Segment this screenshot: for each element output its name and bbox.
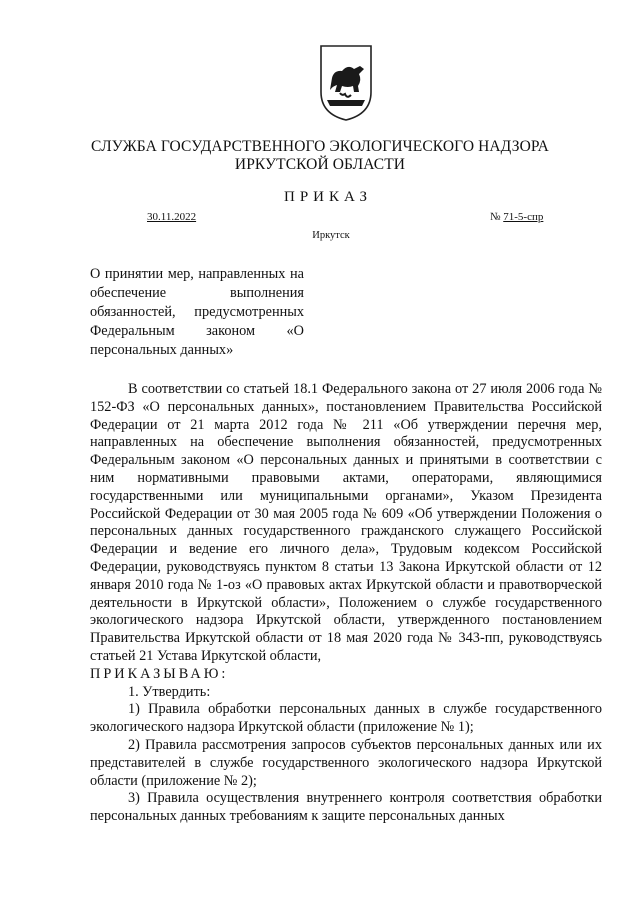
document-number-prefix: № [490, 211, 504, 223]
document-date: 30.11.2022 [147, 211, 197, 223]
decree-item-1-3: 3) Правила осуществления внутреннего контроля соответствия обработки персональных данных требованиям к защите персональных данных [90, 790, 602, 825]
document-body [90, 381, 602, 826]
organization-title-line1: СЛУЖБА ГОСУДАРСТВЕННОГО ЭКОЛОГИЧЕСКОГО НАДЗОРА [91, 138, 549, 155]
decree-item-1-2: 2) Правила рассмотрения запросов субъектов персональных данных или их представителей в службе государственного экологического надзора Иркутской области (приложение № 2); [90, 736, 602, 789]
document-number [490, 211, 543, 223]
document-city: Иркутск [312, 230, 350, 241]
irkutsk-coat-of-arms-icon [318, 44, 374, 122]
organization-title-line2: ИРКУТСКОЙ ОБЛАСТИ [234, 156, 406, 173]
decree-heading: ПРИКАЗЫВАЮ: [90, 665, 229, 682]
document-number-value: 71-5-спр [503, 211, 544, 223]
decree-item-1-1: 1) Правила обработки персональных данных в службе государственного экологического надзора Иркутской области (приложение № 1); [90, 701, 602, 736]
document-subject: О принятии мер, направленных на обеспечение выполнения обязанностей, предусмотренных Федеральным законом «О персональных данных» [90, 266, 304, 358]
document-type-title: ПРИКАЗ [284, 189, 372, 205]
preamble-paragraph: В соответствии со статьей 18.1 Федерального закона от 27 июля 2006 года № 152-ФЗ «О персональных данных», постановлением Правительства Российской Федерации от 21 марта 2012 года № 211 «Об утверждении перечня мер, направленных на обеспечение выполнения обязанностей, предусмотренных Федеральным законом «О персональных данных и принятыми в соответствии с ним нормативными правовыми актами, операторами, являющимися государственными или муниципальными органами», Указом Президента Российской Федерации от 30 мая 2005 года № 609 «Об утверждении Положения о персональных данных государственного гражданского служащего Российской Федерации и ведение его личного дела», Трудовым кодексом Российской Федерации, руководствуясь пунктом 8 статьи 13 Закона Иркутской области от 12 января 2010 года № 1-оз «О правовых актах Иркутской области и правотворческой деятельности в Иркутской области», Положением о службе государственного экологического надзора Иркутской области, утвержденного постановлением Правительства Иркутской области от 18 мая 2020 года № 343-пп, руководствуясь статьей 21 Устава Иркутской области, [90, 381, 602, 664]
decree-item-1: 1. Утвердить: [128, 683, 211, 700]
organization-title [60, 138, 580, 174]
